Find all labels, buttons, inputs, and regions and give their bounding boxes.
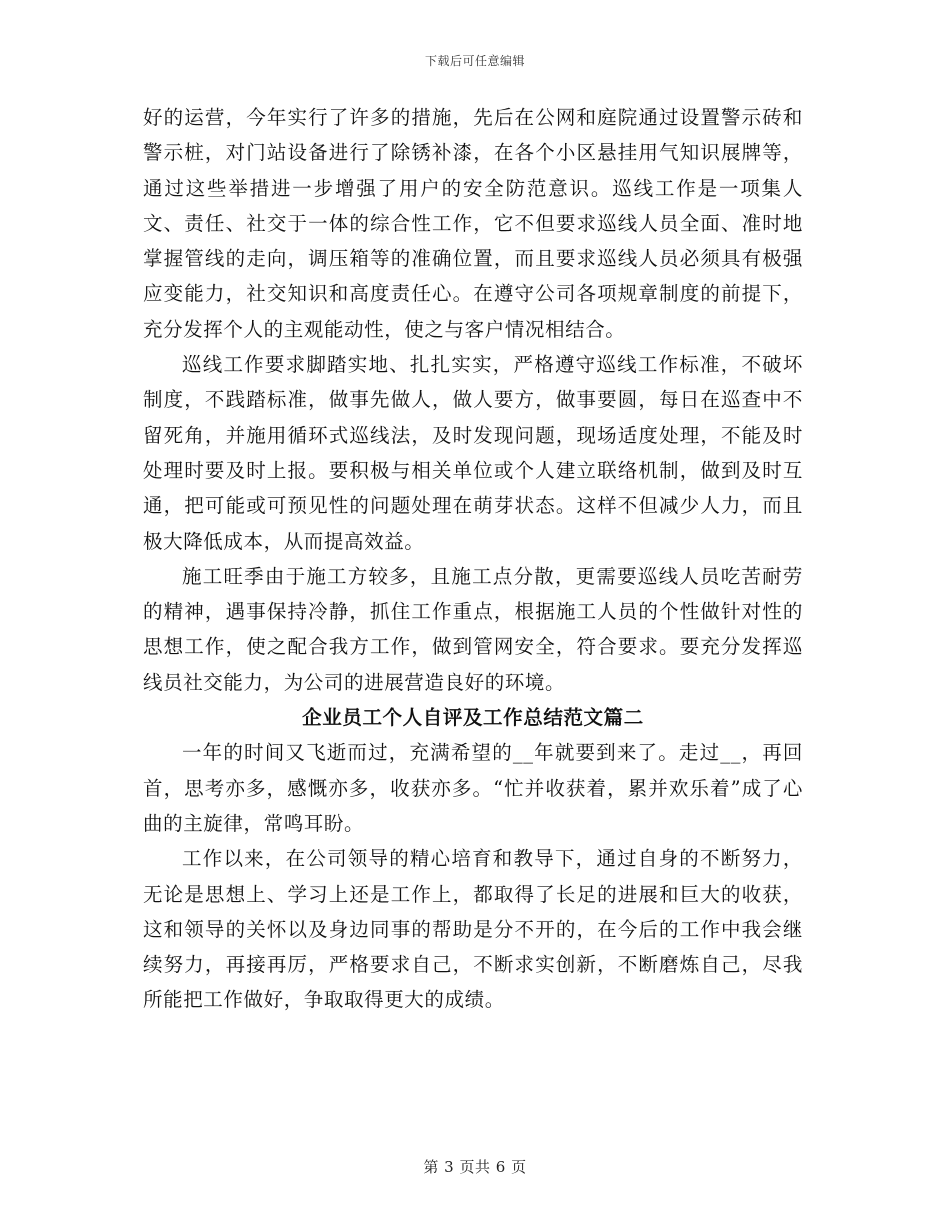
page-header: 下载后可任意编辑 <box>424 54 525 68</box>
paragraph-continued: 好的运营，今年实行了许多的措施，先后在公网和庭院通过设置警示砖和警示桩，对门站设备进行了除锈补漆，在各个小区悬挂用气知识展牌等，通过这些举措进一步增强了用户的安全防范意识。巡线工作是一项集人文、责任、社交于一体的综合性工作，它不但要求巡线人员全面、准时地掌握管线的走向，调压箱等的准确位置，而且要求巡线人员必须具有极强应变能力，社交知识和高度责任心。在遵守公司各项规章制度的前提下，充分发挥个人的主观能动性，使之与客户情况相结合。 <box>143 106 803 341</box>
paragraph-patrol-requirements: 巡线工作要求脚踏实地、扎扎实实，严格遵守巡线工作标准，不破坏制度，不践踏标准，做事先做人，做人要方，做事要圆，每日在巡查中不留死角，并施用循环式巡线法，及时发现问题，现场适度处理，不能及时处理时要及时上报。要积极与相关单位或个人建立联络机制，做到及时互通，把可能或可预见性的问题处理在萌芽状态。这样不但减少人力，而且极大降低成本，从而提高效益。 <box>143 353 803 553</box>
paragraph-work-summary: 工作以来，在公司领导的精心培育和教导下，通过自身的不断努力，无论是思想上、学习上还是工作上，都取得了长足的进展和巨大的收获，这和领导的关怀以及身边同事的帮助是分不开的，在今后的工作中我会继续努力，再接再厉，严格要求自己，不断求实创新，不断磨炼自己，尽我所能把工作做好，争取取得更大的成绩。 <box>143 847 803 1012</box>
section-heading: 企业员工个人自评及工作总结范文篇二 <box>302 706 644 730</box>
paragraph-year-review: 一年的时间又飞逝而过，充满希望的__年就要到来了。走过__，再回首，思考亦多，感慨亦多，收获亦多。“忙并收获着，累并欢乐着”成了心曲的主旋律，常鸣耳盼。 <box>143 741 803 835</box>
paragraph-construction-season: 施工旺季由于施工方较多，且施工点分散，更需要巡线人员吃苦耐劳的精神，遇事保持冷静，抓住工作重点，根据施工人员的个性做针对性的思想工作，使之配合我方工作，做到管网安全，符合要求。要充分发挥巡线员社交能力，为公司的进展营造良好的环境。 <box>143 564 803 694</box>
page-footer: 第 3 页共 6 页 <box>423 1158 527 1176</box>
document-body <box>143 100 803 1018</box>
